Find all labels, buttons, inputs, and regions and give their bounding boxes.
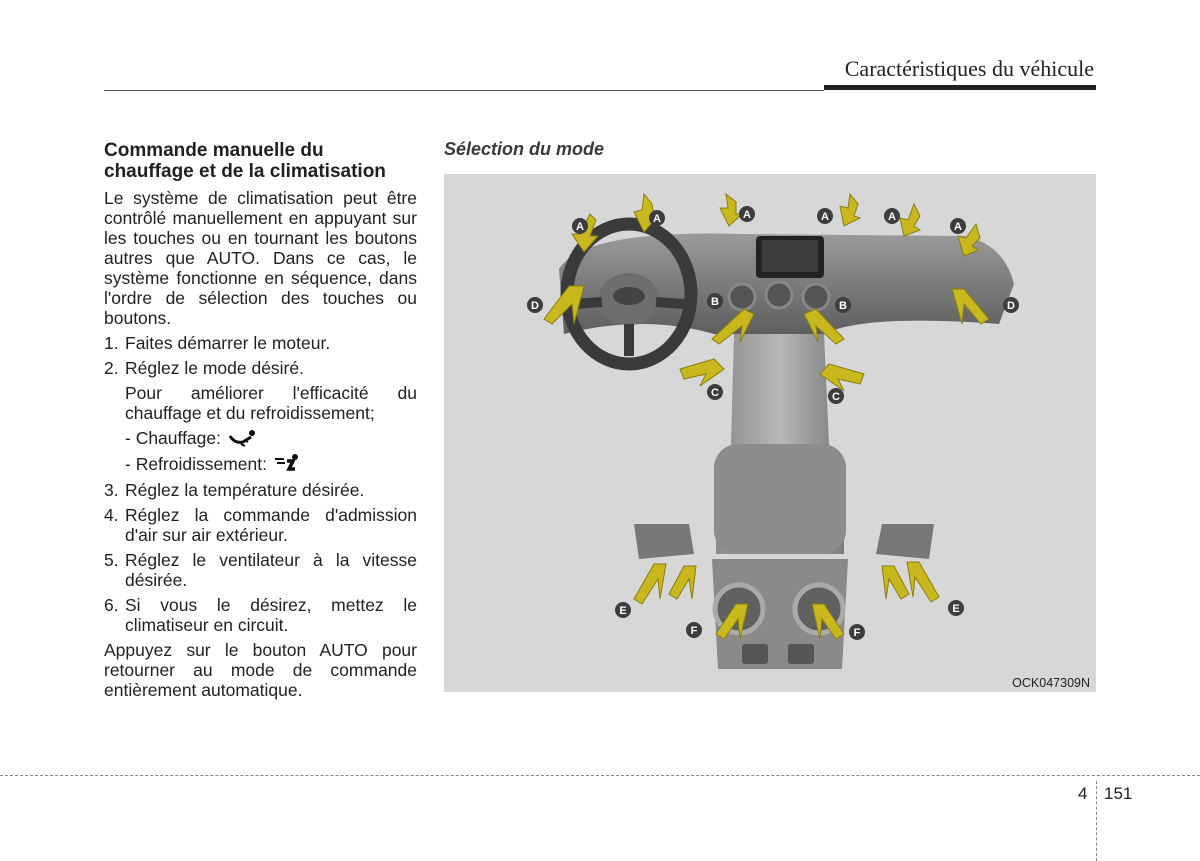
badge-label: A: [576, 221, 584, 233]
badge-label: A: [888, 211, 896, 223]
badge-b-2: [835, 297, 851, 313]
chapter-number: 4: [1078, 784, 1088, 803]
step-number: 6.: [104, 595, 119, 615]
step-1: [104, 333, 417, 353]
badge-e-2: [948, 600, 964, 616]
badge-b-1: [707, 293, 723, 309]
badge-label: A: [954, 221, 962, 233]
floor-duct-left: [634, 524, 694, 559]
badge-e-1: [615, 602, 631, 618]
figure-code: OCK047309N: [1012, 676, 1090, 690]
step-number: 3.: [104, 480, 119, 500]
step-number: 1.: [104, 333, 119, 353]
step-text: Réglez la température désirée.: [125, 480, 365, 500]
badge-a-1: [572, 218, 588, 234]
step-text: Réglez le ventilateur à la vitesse désirée.: [125, 550, 417, 590]
step-2: [104, 358, 417, 378]
step-text: Réglez la commande d'admission d'air sur air extérieur.: [125, 505, 417, 545]
step-number: 2.: [104, 358, 119, 378]
badge-label: A: [821, 211, 829, 223]
badge-label: E: [619, 605, 627, 617]
cooling-mode-line: [104, 453, 417, 475]
footer-divider: [1096, 781, 1097, 861]
badge-label: C: [832, 391, 840, 403]
badge-label: D: [531, 300, 539, 312]
badge-label: A: [653, 213, 661, 225]
header-rule-bold: [824, 85, 1096, 90]
badge-label: B: [839, 300, 847, 312]
badge-label: C: [711, 387, 719, 399]
step-4: [104, 505, 417, 545]
badge-label: F: [853, 627, 861, 639]
figure-title: Sélection du mode: [444, 139, 605, 159]
badge-label: A: [743, 209, 751, 221]
intro-paragraph: Le système de climatisation peut être contrôlé manuellement en appuyant sur les touches ou en tournant les boutons autres que AUTO. Dans ce cas, le système fonctionne en séquence, dans l'ordre de sélection des touches ou boutons.: [104, 188, 417, 328]
badge-f-1: [686, 622, 702, 638]
step-number: 5.: [104, 550, 119, 570]
badge-a-5: [884, 208, 900, 224]
floor-duct-right: [876, 524, 934, 559]
cooling-label: - Refroidissement:: [125, 454, 267, 474]
step-3: [104, 480, 417, 500]
page-number: 151: [1104, 784, 1133, 803]
badge-label: F: [690, 625, 698, 637]
badge-a-3: [739, 206, 755, 222]
step-text: Réglez le mode désiré.: [125, 358, 304, 378]
badge-a-4: [817, 208, 833, 224]
dashboard-drawing: [444, 174, 1096, 692]
heating-label: - Chauffage:: [125, 428, 221, 448]
footer-rule: [0, 775, 1200, 776]
badge-d-2: [1003, 297, 1019, 313]
step-6: [104, 595, 417, 635]
face-vent-mode-icon: [273, 453, 303, 475]
badge-c-1: [707, 384, 723, 400]
section-heading: Commande manuelle du chauffage et de la climatisation: [104, 140, 386, 182]
armrest: [714, 444, 846, 554]
dashboard-illustration: [444, 174, 1096, 692]
badge-a-6: [950, 218, 966, 234]
step-text: Faites démarrer le moteur.: [125, 333, 331, 353]
step-text: Si vous le désirez, mettez le climatiseur en circuit.: [125, 595, 417, 635]
badge-a-2: [649, 210, 665, 226]
text-column: [104, 140, 417, 705]
heating-mode-line: [104, 428, 417, 448]
header-rule: [104, 90, 824, 91]
step-number: 4.: [104, 505, 119, 525]
badge-c-2: [828, 388, 844, 404]
step-2-detail: Pour améliorer l'efficacité du chauffage et du refroidissement;: [125, 383, 417, 423]
badge-label: E: [952, 603, 960, 615]
closing-paragraph: Appuyez sur le bouton AUTO pour retourner au mode de commande entièrement automatique.: [104, 640, 417, 700]
badge-label: D: [1007, 300, 1015, 312]
step-5: [104, 550, 417, 590]
running-header: Caractéristiques du véhicule: [844, 56, 1094, 81]
center-vents: [729, 282, 829, 310]
floor-vent-mode-icon: [227, 429, 257, 447]
badge-d-1: [527, 297, 543, 313]
badge-f-2: [849, 624, 865, 640]
badge-label: B: [711, 296, 719, 308]
